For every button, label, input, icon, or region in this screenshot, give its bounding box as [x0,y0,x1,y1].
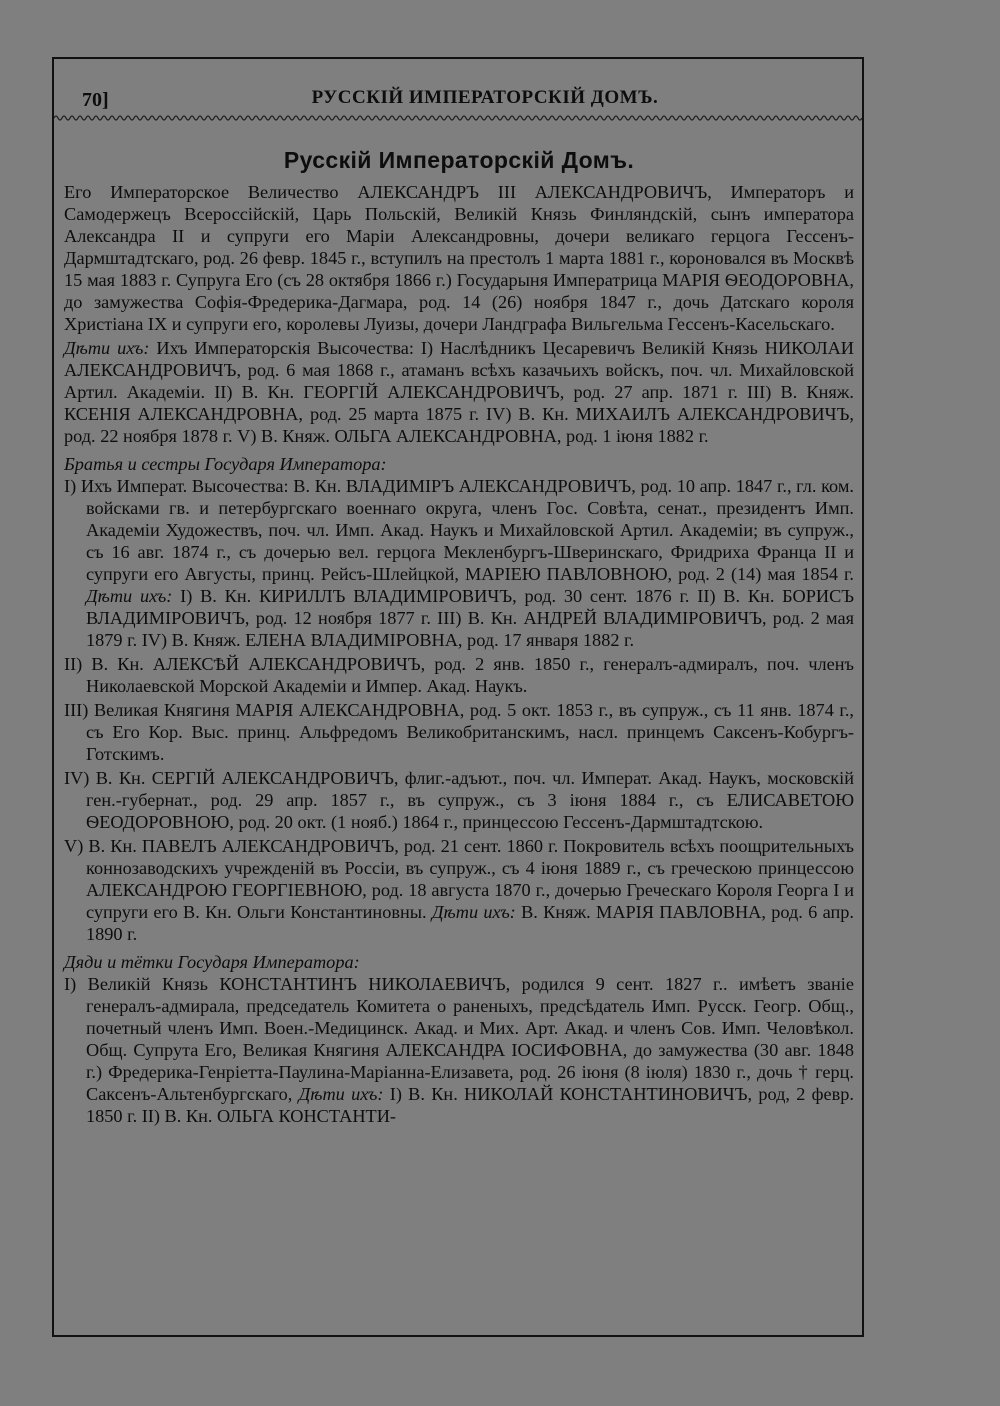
entry-number: I) [64,476,77,496]
sibling-entry [64,835,854,945]
entry-children-text: В. Княж. МАРІЯ ПАВЛОВНА, род. 6 апр. 1890 г. [86,902,854,944]
entry-text: Великій Князь КОНСТАНТИНЪ НИКОЛАЕВИЧЪ, родился 9 сент. 1827 г.. имѣетъ званіе генералъ-адмирала, председатель Комитета о раненыхъ, предсѣдатель Имп. Русск. Геогр. Общ., почетный членъ Имп. Воен.-Медицинск. Акад. и Мих. Арт. Акад. и членъ Сов. Имп. Человѣкол. Общ. Супрута Его, Великая Княгиня АЛЕКСАНДРА ІОСИФОВНА, до замужества (30 авг. 1848 г.) Фредерика-Генріетта-Паулина-Маріанна-Елизавета, род. 26 іюня (8 іюля) 1830 г., дочь † герц. Саксенъ-Альтенбургскаго, [86,974,854,1104]
entry-number: IV) [64,768,90,788]
entry-text: В. Кн. СЕРГІЙ АЛЕКСАНДРОВИЧЪ, флиг.-адъют., поч. чл. Императ. Акад. Наукъ, московскій ген.-губернат., род. 29 апр. 1857 г., въ супруж., съ 3 іюня 1884 г., съ ЕЛИСАВЕТОЮ ѲЕОДОРОВНОЮ, род. 20 окт. (1 нояб.) 1864 г., принцессою Гессенъ-Дармштадтскою. [86,768,854,832]
uncles-heading: Дяди и тётки Государя Императора: [64,952,360,972]
entry-text: Ихъ Императ. Высочества: В. Кн. ВЛАДИМІРЪ АЛЕКСАНДРОВИЧЪ, род. 10 апр. 1847 г., гл. ком. войсками гв. и петербургскаго военнаго округа, членъ Гос. Совѣта, сенат., президентъ Имп. Академіи Художествъ, поч. чл. Имп. Акад. Наукъ и Михайловской Артил. Академіи; въ супруж., съ 16 авг. 1874 г., съ дочерью вел. герцога Мекленбургъ-Шверинскаго, Фридриха Франца II и супруги его Августы, принц. Рейсъ-Шлейцкой, МАРІЕЮ ПАВЛОВНОЮ, род. 2 (14) мая 1854 г. [80,476,854,584]
children-paragraph [64,337,854,447]
document-heading: Русскій Императорскій Домъ. [283,147,635,173]
entry-number: V) [64,836,84,856]
sibling-entry [64,653,854,697]
children-text: Ихъ Императорскія Высочества: I) Наслѣдникъ Цесаревичъ Великій Князь НИКОЛАИ АЛЕКСАНДРОВИЧЪ, род. 6 мая 1868 г., атаманъ всѣхъ казачьихъ войскъ, поч. чл. Михайловской Артил. Академіи. II) В. Кн. ГЕОРГІЙ АЛЕКСАНДРОВИЧЪ, род. 27 апр. 1871 г. III) В. Княж. КСЕНІЯ АЛЕКСАНДРОВНА, род. 25 марта 1875 г. IV) В. Кн. МИХАИЛЪ АЛЕКСАНДРОВИЧЪ, род. 22 ноября 1878 г. V) В. Княж. ОЛЬГА АЛЕКСАНДРОВНА, род. 1 іюня 1882 г. [64,338,854,446]
entry-text: Великая Княгиня МАРІЯ АЛЕКСАНДРОВНА, род. 5 окт. 1853 г., въ супруж., съ 11 янв. 1874 г., съ Его Кор. Выс. принц. Альфредомъ Великобританскимъ, насл. принцемъ Саксенъ-Кобургъ-Готскимъ. [86,700,855,764]
entry-children-label: Дѣти ихъ: [86,586,173,606]
sibling-entry [64,699,854,765]
intro-paragraph: Его Императорское Величество АЛЕКСАНДРЪ III АЛЕКСАНДРОВИЧЪ, Императоръ и Самодержецъ Всероссійскій, Царь Польскій, Великій Князь Финляндскій, сынъ императора Александра II и супруги его Маріи Александровны, дочери великаго герцога Гессенъ-Дармштадтскаго, род. 26 февр. 1845 г., вступилъ на престолъ 1 марта 1881 г., короновался въ Москвѣ 15 мая 1883 г. Супруга Его (съ 28 октября 1866 г.) Государыня Императрица МАРІЯ ѲЕОДОРОВНА, до замужества Софія-Фредерика-Дагмара, род. 14 (26) ноября 1847 г., дочь Датскаго короля Христіана IX и супруги его, королевы Луизы, дочери Ландграфа Вильгельма Гессенъ-Касельскаго. [64,182,854,334]
sibling-entry [64,475,854,651]
page-frame [52,57,864,1337]
entry-number: I) [64,974,77,994]
entry-children-text: I) В. Кн. НИКОЛАЙ КОНСТАНТИНОВИЧЪ, род, 2 февр. 1850 г. II) В. Кн. ОЛЬГА КОНСТАНТИ- [86,1084,854,1126]
page-header [80,83,840,113]
wavy-rule-divider [54,111,862,125]
siblings-heading: Братья и сестры Государя Императора: [64,454,387,474]
entry-text: В. Кн. АЛЕКСѢЙ АЛЕКСАНДРОВИЧЪ, род. 2 янв. 1850 г., генералъ-адмиралъ, поч. членъ Николаевской Морской Академіи и Импер. Акад. Наукъ. [86,654,854,696]
entry-text: В. Кн. ПАВЕЛЪ АЛЕКСАНДРОВИЧЪ, род. 21 сент. 1860 г. Покровитель всѣхъ поощрительныхъ коннозаводскихъ учрежденій въ Россіи, въ супруж., съ 4 іюня 1889 г., съ греческою принцессою АЛЕКСАНДРОЮ ГЕОРГІЕВНОЮ, род. 18 августа 1870 г., дочерью Греческаго Короля Георга I и супруги его В. Кн. Ольги Константиновны. [86,836,854,922]
entry-children-label: Дѣти ихъ: [431,902,516,922]
entry-children-text: I) В. Кн. КИРИЛЛЪ ВЛАДИМІРОВИЧЪ, род. 30 сент. 1876 г. II) В. Кн. БОРИСЪ ВЛАДИМІРОВИЧЪ, род. 12 ноября 1877 г. III) В. Кн. АНДРЕЙ ВЛАДИМІРОВИЧЪ, род. 2 мая 1879 г. IV) В. Княж. ЕЛЕНА ВЛАДИМІРОВНА, род. 17 января 1882 г. [86,586,854,650]
running-title: РУССКІЙ ИМПЕРАТОРСКІЙ ДОМЪ. [311,87,659,108]
sibling-entry [64,767,854,833]
uncle-entry [64,973,854,1127]
entry-children-label: Дѣти ихъ: [298,1084,384,1104]
children-label: Дѣти ихъ: [64,338,150,358]
page-number: 70] [82,89,109,111]
entry-number: II) [64,654,83,674]
entry-number: III) [64,700,89,720]
document-body [64,149,854,1129]
